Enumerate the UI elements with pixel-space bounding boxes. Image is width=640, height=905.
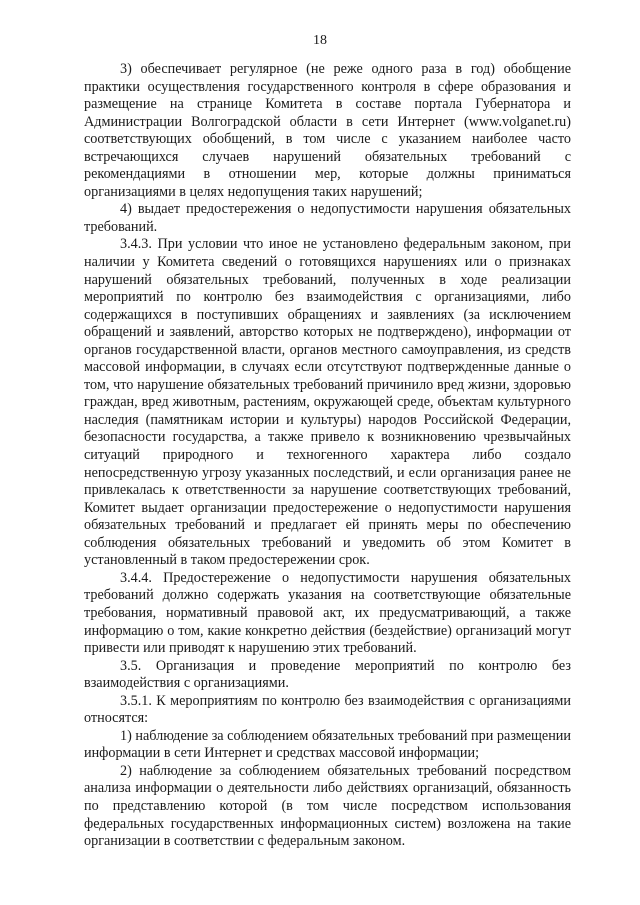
- paragraph-3-4-4: 3.4.4. Предостережение о недопустимости нарушения обязательных требований должно содержать указания на соответствующие обязательные требования, нормативный правовой акт, их предусматривающий, а также информацию о том, какие конкретно действия (бездействие) организаций могут привести или приводят к нарушению этих требований.: [84, 569, 571, 657]
- paragraph-item-3-generalization: 3) обеспечивает регулярное (не реже одного раза в год) обобщение практики осуществления государственного контроля в сфере образования и размещение на странице Комитета в составе портала Губернатора и Администрации Волгоградской области в сети Интернет (www.volganet.ru) соответствующих обобщений, в том числе с указанием наиболее часто встречающихся случаев нарушений обязательных требований с рекомендациями в отношении мер, которые должны приниматься организациями в целях недопущения таких нарушений;: [84, 61, 571, 200]
- paragraph-item-4-warnings: 4) выдает предостережения о недопустимости нарушения обязательных требований.: [84, 201, 571, 235]
- paragraph-3-5: 3.5. Организация и проведение мероприятий по контролю без взаимодействия с организациями.: [84, 657, 571, 692]
- paragraph-3-4-3: 3.4.3. При условии что иное не установлено федеральным законом, при наличии у Комитета сведений о готовящихся нарушениях или о признаках нарушений обязательных требований, полученных в ходе реализации мероприятий по контролю без взаимодействия с организациями, либо содержащихся в поступивших обращениях и заявлениях (за исключением обращений и заявлений, авторство которых не подтверждено), информации от органов государственной власти, органов местного самоуправления, из средств массовой информации, в случаях если отсутствуют подтвержденные данные о том, что нарушение обязательных требований причинило вред жизни, здоровью граждан, вред животным, растениям, окружающей среде, объектам культурного наследия (памятникам истории и культуры) народов Российской Федерации, безопасности государства, а также привело к возникновению чрезвычайных ситуаций природного и техногенного характера либо создало непосредственную угрозу указанных последствий, и если организация ранее не привлекалась к ответственности за нарушение соответствующих требований, Комитет выдает организации предостережение о недопустимости нарушения обязательных требований и предлагает ей принять меры по обеспечению соблюдения обязательных требований и уведомить об этом Комитет в установленный в таком предостережении срок.: [84, 236, 571, 569]
- paragraph-item-1-internet-monitoring: 1) наблюдение за соблюдением обязательных требований при размещении информации в сети Интернет и средствах массовой информации;: [84, 727, 571, 762]
- page-number: 18: [313, 33, 327, 48]
- paragraph-3-5-1: 3.5.1. К мероприятиям по контролю без взаимодействия с организациями относятся:: [84, 692, 571, 727]
- paragraph-item-2-information-analysis: 2) наблюдение за соблюдением обязательных требований посредством анализа информации о деятельности либо действиях организаций, обязанность по представлению которой (в том числе посредством использования федеральных государственных информационных систем) возложена на такие организации в соответствии с федеральным законом.: [84, 762, 571, 850]
- document-body: [84, 61, 571, 851]
